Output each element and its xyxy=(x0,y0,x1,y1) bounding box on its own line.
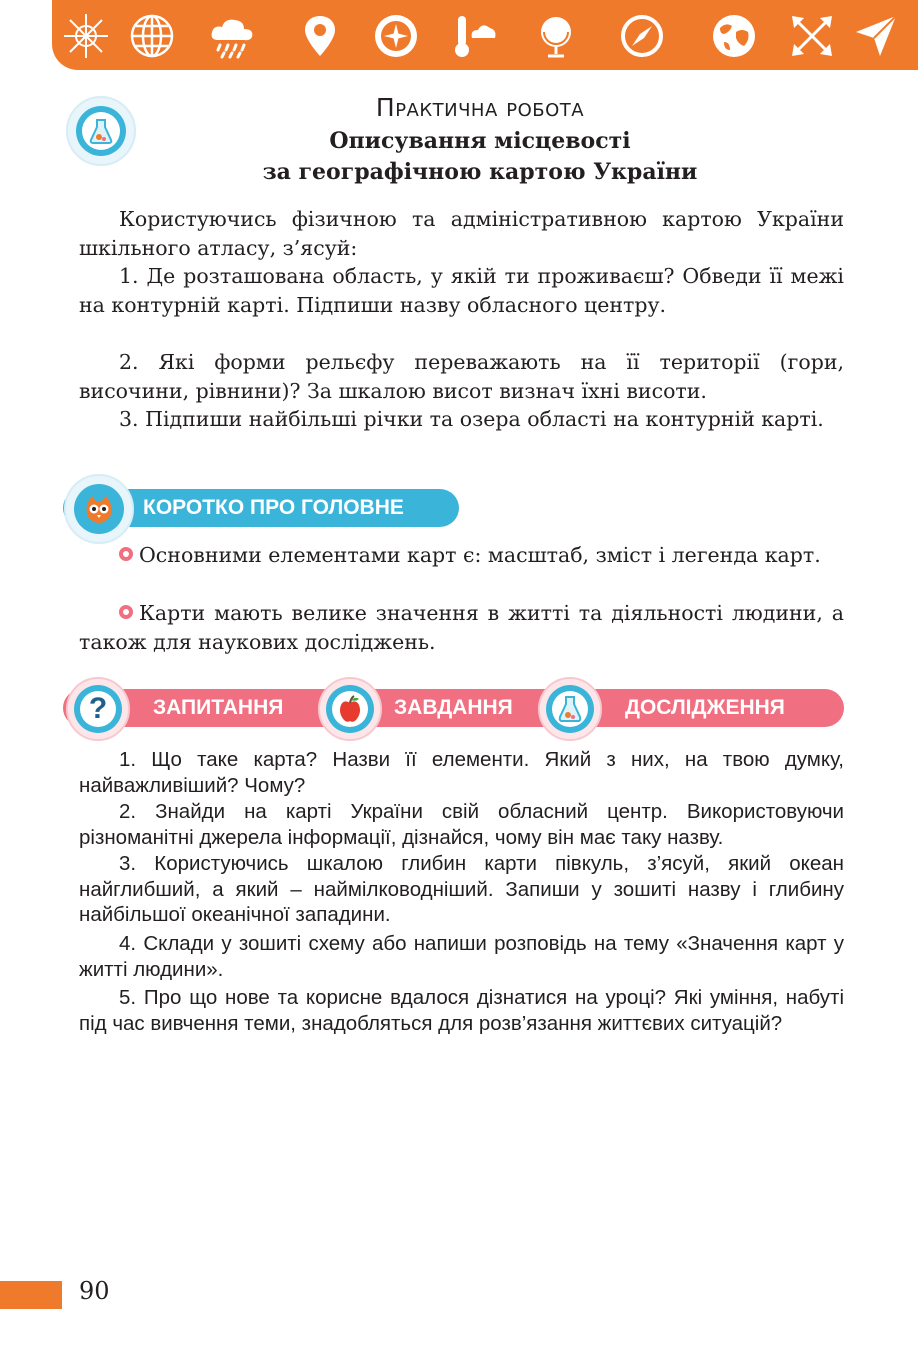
summary-banner-label: КОРОТКО ПРО ГОЛОВНЕ xyxy=(143,496,404,519)
bullet-icon xyxy=(119,605,133,619)
summary-point-2: Карти мають велике значення в житті та діяльності людини, а також для наукових досліджень. xyxy=(79,601,844,654)
practical-work-intro: Користуючись фізичною та адміністративною картою України шкільного атласу, з’ясуй: xyxy=(79,207,844,260)
practical-work-title-line1: Описування місцевості xyxy=(329,128,631,154)
questions-banner xyxy=(63,689,844,727)
practical-task-2: 2. Які форми рельєфу переважають на її території (гори, височини, рівнини)? За шкалою висот визнач їхні висоти. xyxy=(79,350,844,403)
question-2: 2. Знайди на карті України свій обласний центр. Використовуючи різноманітні джерела інформації, дізнайся, чому він має таку назву. xyxy=(79,800,844,849)
tasks-label: ЗАВДАННЯ xyxy=(394,696,513,719)
practical-work-title-line2: за географічною картою України xyxy=(262,159,698,185)
research-label: ДОСЛІДЖЕННЯ xyxy=(625,696,785,719)
question-4: 4. Склади у зошиті схему або напиши розповідь на тему «Значення карт у житті людини». xyxy=(79,932,844,981)
practical-task-3: 3. Підпиши найбільші річки та озера області на контурній карті. xyxy=(119,407,824,431)
compass-needle-icon xyxy=(618,12,666,60)
arrows-cross-icon xyxy=(788,12,836,60)
thermometer-cloud-icon xyxy=(450,12,498,60)
compass-rose-icon xyxy=(62,12,110,60)
desk-globe-icon xyxy=(532,12,580,60)
practical-task-1: 1. Де розташована область, у якій ти проживаєш? Обведи її межі на контурній карті. Підпиши назву обласного центру. xyxy=(79,264,844,317)
navigation-arrow-icon xyxy=(852,12,900,60)
compass-dial-icon xyxy=(372,12,420,60)
flask-research-icon xyxy=(538,677,602,741)
bullet-icon xyxy=(119,547,133,561)
question-1: 1. Що таке карта? Назви її елементи. Який з них, на твою думку, найважливіший? Чому? xyxy=(79,748,844,797)
summary-point-1: Основними елементами карт є: масштаб, зміст і легенда карт. xyxy=(79,541,844,570)
question-3: 3. Користуючись шкалою глибин карти півкуль, з’ясуй, який океан найглибший, а який – наймілководніший. Запиши у зошиті назву і глибину найбільшої океанічної западини. xyxy=(79,852,844,927)
header-bar xyxy=(52,0,918,70)
location-pin-icon xyxy=(296,12,344,60)
flask-badge-icon xyxy=(66,96,136,166)
owl-icon xyxy=(64,474,134,544)
page-number: 90 xyxy=(79,1277,110,1305)
question-5: 5. Про що нове та корисне вдалося дізнатися на уроці? Які уміння, набуті під час вивчення теми, знадобляться для розв’язання життєвих ситуацій? xyxy=(79,986,844,1035)
globe-grid-icon xyxy=(128,12,176,60)
practical-work-heading: Практична робота xyxy=(375,93,585,122)
world-globe-icon xyxy=(710,12,758,60)
questions-label: ЗАПИТАННЯ xyxy=(153,696,284,719)
apple-icon xyxy=(318,677,382,741)
question-mark-icon: ? xyxy=(66,677,130,741)
page-number-marker xyxy=(0,1281,62,1309)
rain-cloud-icon xyxy=(208,12,256,60)
